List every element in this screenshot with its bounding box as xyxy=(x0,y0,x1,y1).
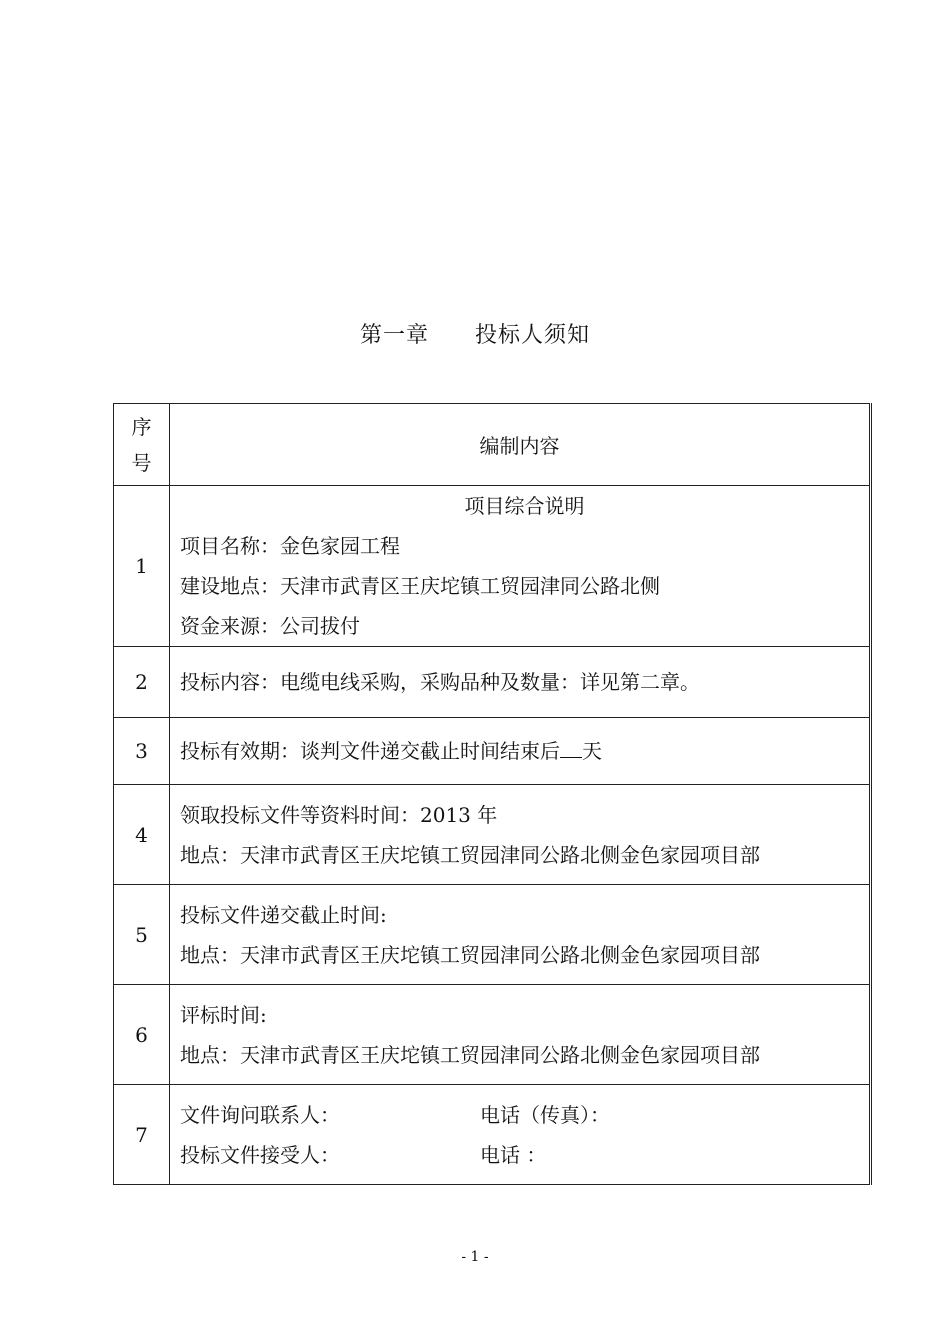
document-collection-time: 领取投标文件等资料时间：2013 年 xyxy=(180,802,498,827)
row-content xyxy=(170,985,871,1085)
evaluation-location: 地点：天津市武青区王庆坨镇工贸园津同公路北侧金色家园项目部 xyxy=(180,1042,760,1067)
row-content xyxy=(170,718,871,785)
funding-source: 资金来源：公司拔付 xyxy=(180,614,360,638)
chapter-title: 第一章 投标人须知 xyxy=(359,323,590,348)
table-row-2 xyxy=(114,647,871,718)
table-header-row xyxy=(114,404,871,486)
receiver-line xyxy=(180,1135,869,1175)
row-number: 7 xyxy=(114,1085,170,1185)
table-row-4 xyxy=(114,785,871,885)
row-content xyxy=(170,1085,871,1185)
row-content xyxy=(170,885,871,985)
contact-label: 文件询问联系人： xyxy=(180,1102,340,1127)
project-location: 建设地点：天津市武青区王庆坨镇工贸园津同公路北侧 xyxy=(180,574,660,598)
contact-phone-label: 电话（传真）： xyxy=(480,1102,610,1127)
table-row-5 xyxy=(114,885,871,985)
project-name: 项目名称：金色家园工程 xyxy=(180,534,400,558)
document-collection-location: 地点：天津市武青区王庆坨镇工贸园津同公路北侧金色家园项目部 xyxy=(180,842,760,867)
row-content xyxy=(170,785,871,885)
header-content-cell: 编制内容 xyxy=(170,404,871,486)
table-row-1 xyxy=(114,486,871,647)
submission-location: 地点：天津市武青区王庆坨镇工贸园津同公路北侧金色家园项目部 xyxy=(180,942,760,967)
bid-validity-unit: 天 xyxy=(582,739,602,763)
table-row-3 xyxy=(114,718,871,785)
contact-line xyxy=(180,1095,869,1135)
row-number: 4 xyxy=(114,785,170,885)
receiver-label: 投标文件接受人： xyxy=(180,1142,340,1167)
bid-content: 投标内容：电缆电线采购，采购品种及数量：详见第二章。 xyxy=(180,670,700,694)
header-no-cell xyxy=(114,404,170,486)
evaluation-time: 评标时间: xyxy=(180,1002,267,1027)
receiver-phone-label: 电话 ： xyxy=(480,1142,547,1167)
submission-deadline: 投标文件递交截止时间: xyxy=(180,902,387,927)
row-number: 1 xyxy=(114,486,170,647)
row-1-heading: 项目综合说明 xyxy=(464,494,585,518)
header-no-char-2: 号 xyxy=(131,450,152,475)
header-no-char-1: 序 xyxy=(131,414,152,439)
row-content xyxy=(170,486,871,647)
bid-validity xyxy=(180,731,869,771)
validity-days-blank xyxy=(560,737,582,758)
instructions-table xyxy=(113,403,872,1185)
bid-validity-text: 投标有效期：谈判文件递交截止时间结束后 xyxy=(180,739,560,763)
table-row-6 xyxy=(114,985,871,1085)
row-number: 6 xyxy=(114,985,170,1085)
table-row-7 xyxy=(114,1085,871,1185)
row-content xyxy=(170,647,871,718)
row-number: 2 xyxy=(114,647,170,718)
page-number: - 1 - xyxy=(461,1249,489,1265)
row-number: 3 xyxy=(114,718,170,785)
row-number: 5 xyxy=(114,885,170,985)
